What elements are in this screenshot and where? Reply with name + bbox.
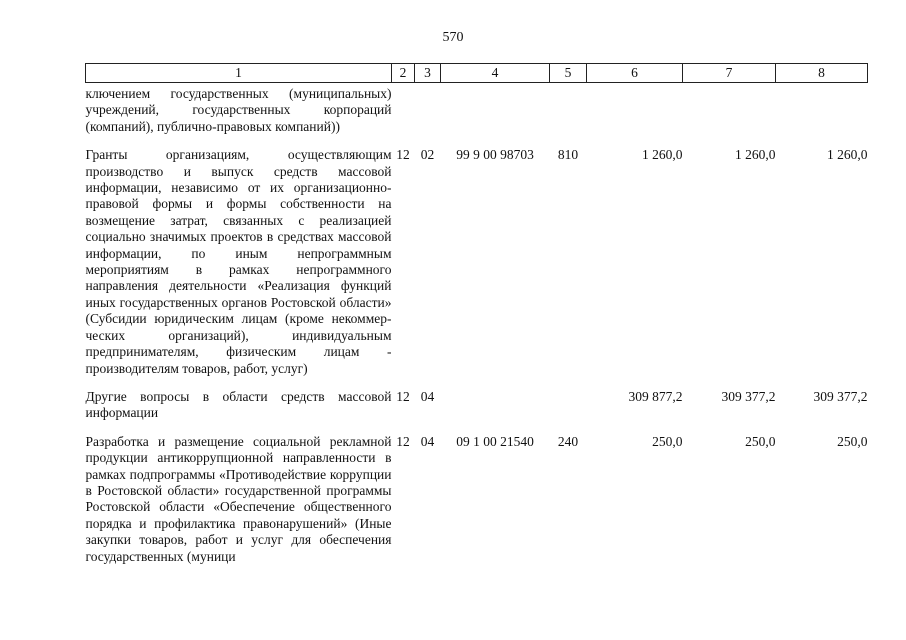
row-subsection	[415, 83, 441, 136]
header-row	[86, 64, 868, 83]
row-description: Другие вопросы в области средств массовой информации	[85, 388, 392, 421]
row-amount-2: 250,0	[745, 433, 776, 449]
row-amount-1: 250,0	[652, 433, 683, 449]
header-col-8: 8	[776, 64, 868, 83]
row-target-article: 99 9 00 98703	[456, 147, 534, 163]
row-description: ключением государственных (муниципальных) учреждений, государственных корпораций (компаний), публично-правовых компаний))	[85, 86, 392, 134]
header-col-6: 6	[587, 64, 683, 83]
page-number: 570	[442, 30, 464, 45]
row-amount-2: 1 260,0	[735, 147, 776, 163]
row-amount-1	[587, 83, 683, 136]
header-col-1: 1	[86, 64, 392, 83]
row-target-article	[441, 83, 550, 136]
row-amount-3	[776, 83, 868, 136]
row-spacer	[86, 422, 868, 434]
row-section: 12	[396, 433, 410, 449]
budget-table	[85, 63, 868, 565]
row-amount-2: 309 377,2	[721, 388, 776, 404]
header-col-3: 3	[415, 64, 441, 83]
row-expense-type: 810	[557, 147, 579, 163]
row-section	[392, 83, 415, 136]
row-amount-3: 309 377,2	[813, 388, 868, 404]
table-row	[86, 147, 868, 377]
row-amount-3: 1 260,0	[827, 147, 868, 163]
row-section: 12	[396, 147, 410, 163]
row-target-article: 09 1 00 21540	[456, 433, 534, 449]
row-amount-3: 250,0	[837, 433, 868, 449]
table-row	[86, 389, 868, 422]
row-amount-1: 1 260,0	[642, 147, 683, 163]
header-col-4: 4	[441, 64, 550, 83]
row-amount-2	[683, 83, 776, 136]
table-row	[86, 434, 868, 565]
row-section: 12	[396, 388, 410, 404]
row-expense-type	[550, 389, 587, 422]
row-spacer	[86, 377, 868, 389]
table-row	[86, 83, 868, 136]
row-subsection: 04	[420, 388, 435, 404]
row-spacer	[86, 135, 868, 147]
row-amount-1: 309 877,2	[628, 388, 683, 404]
row-subsection: 04	[420, 433, 435, 449]
row-target-article	[441, 389, 550, 422]
header-col-5: 5	[550, 64, 587, 83]
row-description: Гранты организациям, осуществляющим производство и выпуск средств массовой информации, независимо от их организационно-правовой формы и формы собственности на возмещение затрат, связанных с реализацией социально значимых проектов в средствах массовой информации, по иным непрограммным мероприятиям в рамках непрограммного направления деятельности «Реализация функций иных государственных органов Ростовской области» (Субсидии юридическим лицам (кроме некоммерческих организаций), индивидуальным предпринимателям, физическим лицам - производителям товаров, работ, услуг)	[85, 147, 392, 376]
row-description: Разработка и размещение социальной рекламной продукции антикоррупционной направленности в рамках подпрограммы «Противодействие коррупции в Ростовской области» государственной программы Ростовской области «Обеспечение общественного порядка и профилактика правонарушений» (Иные закупки товаров, работ и услуг для обеспечения государственных (муници	[85, 433, 392, 564]
header-col-7: 7	[683, 64, 776, 83]
row-expense-type: 240	[557, 433, 579, 449]
row-expense-type	[550, 83, 587, 136]
header-col-2: 2	[392, 64, 415, 83]
row-subsection: 02	[420, 147, 435, 163]
